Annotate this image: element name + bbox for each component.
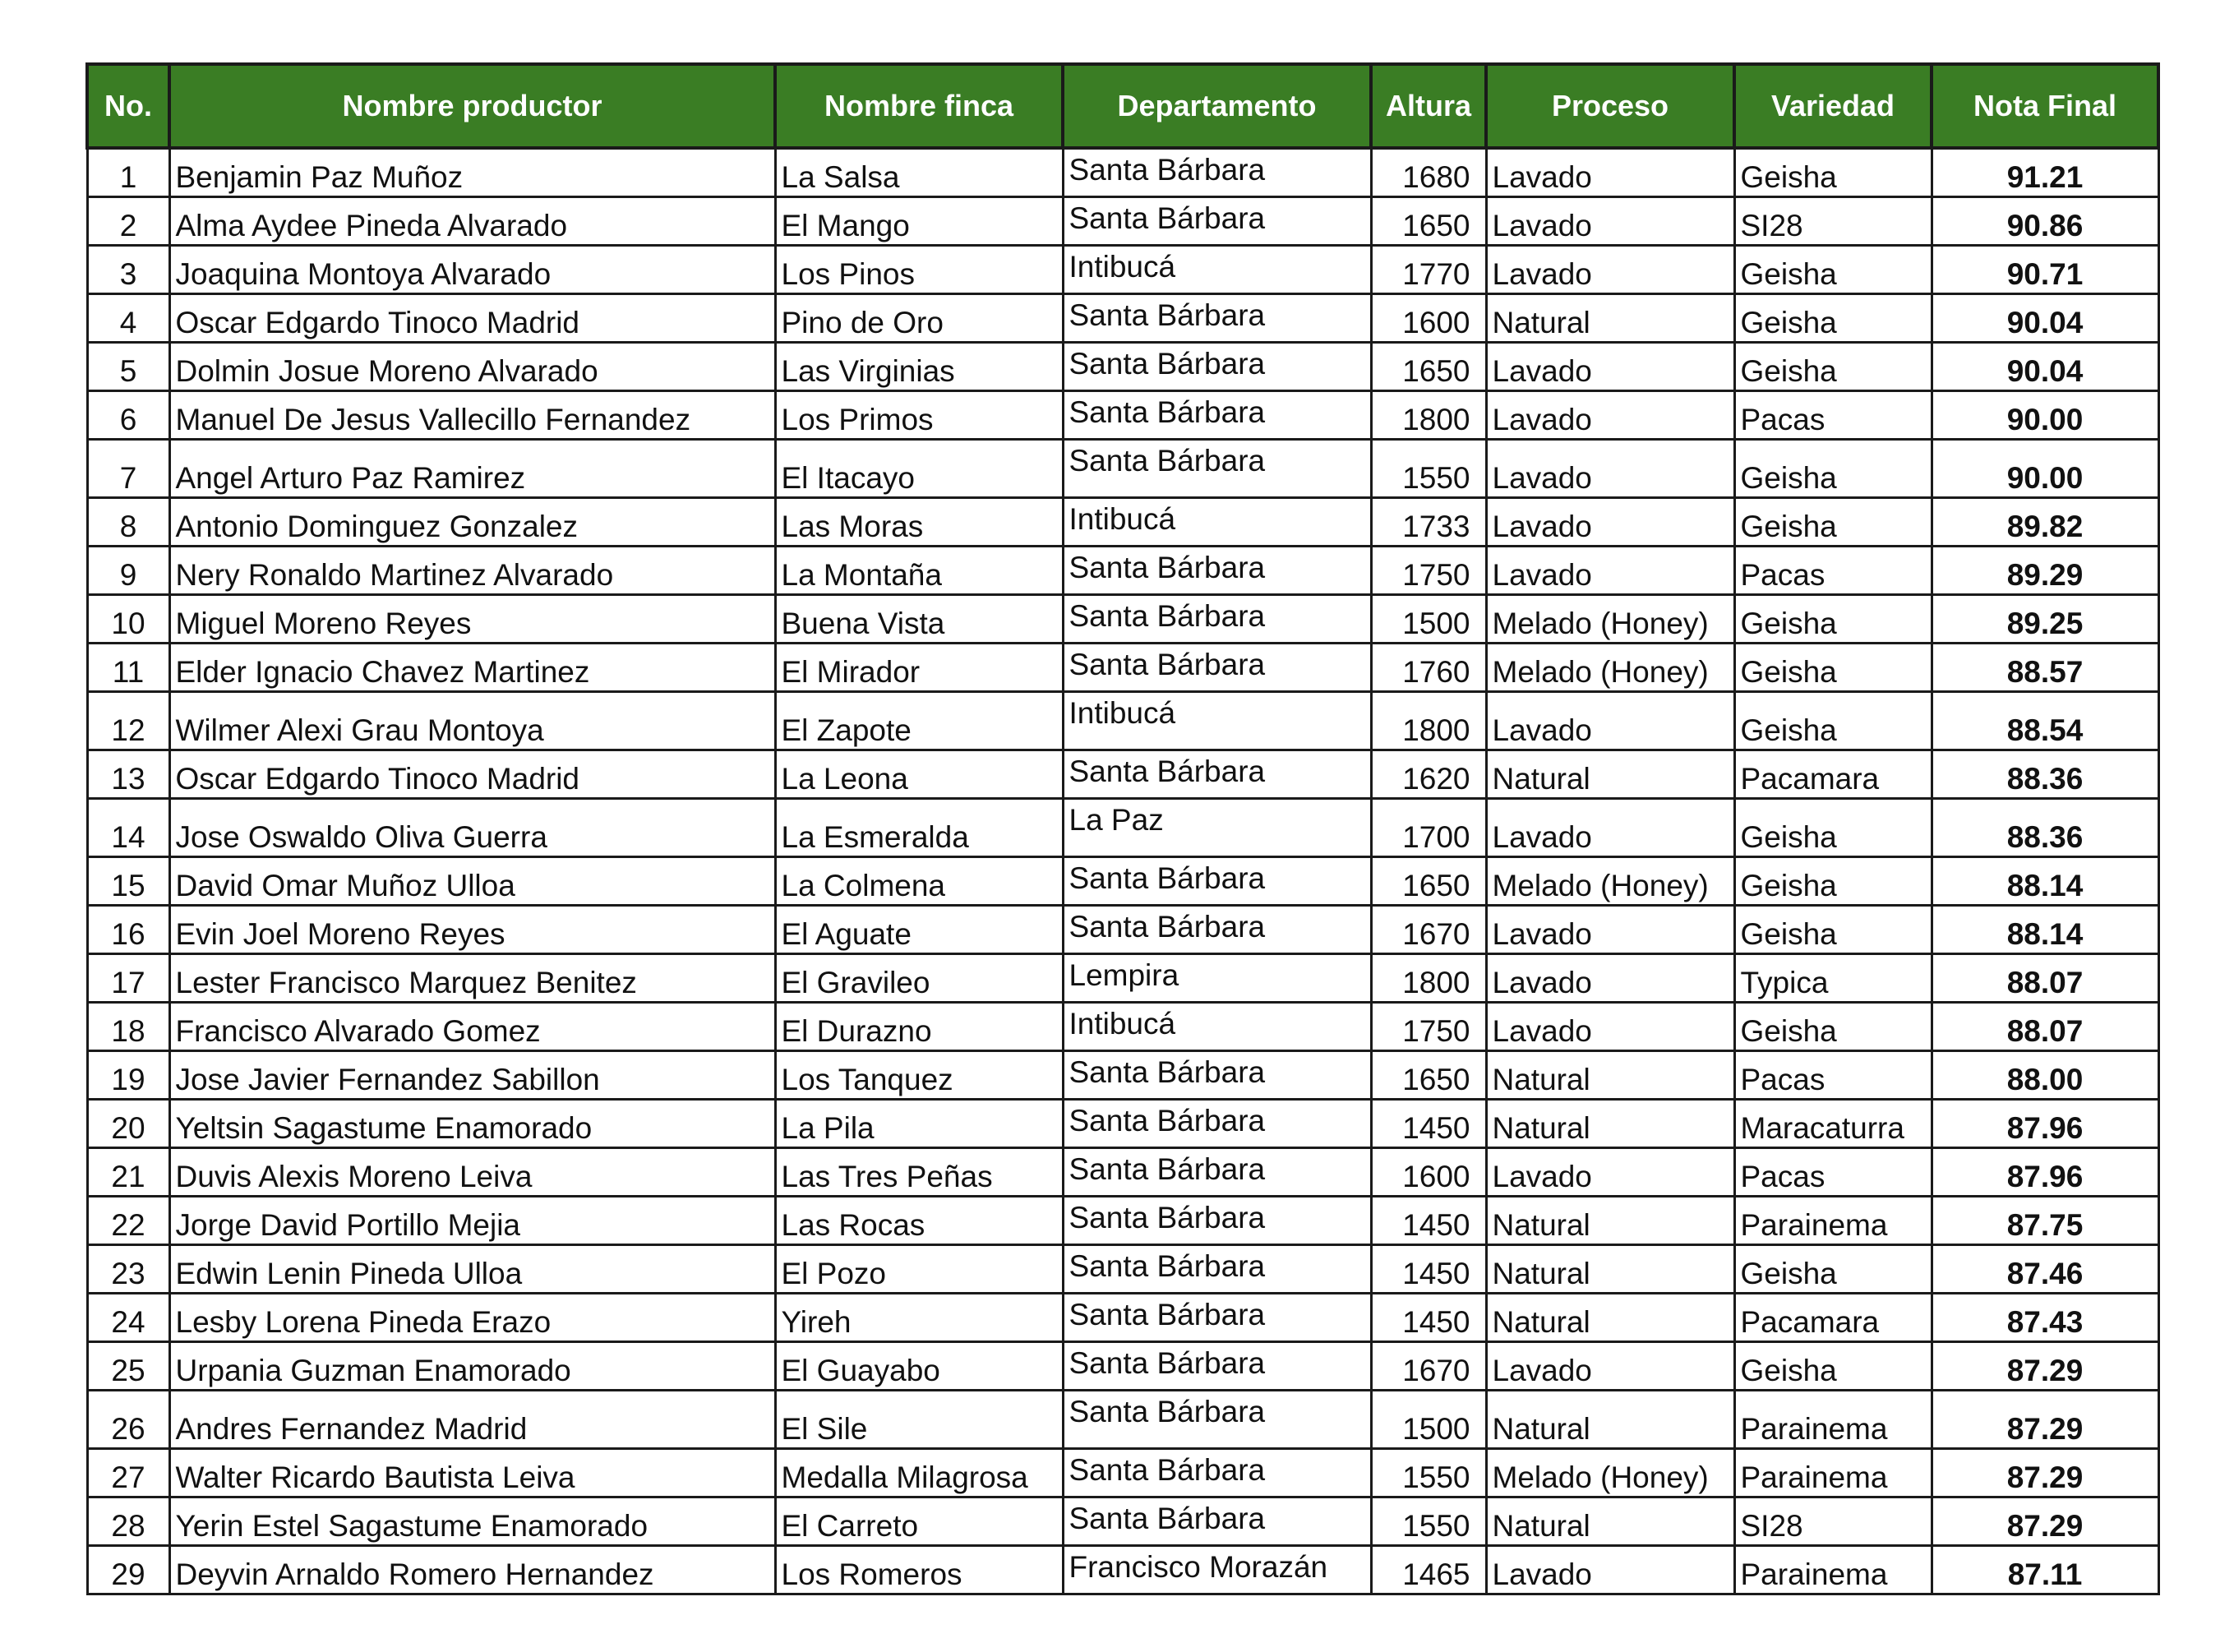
table-row	[87, 692, 2158, 750]
cell-nota-final: 90.04	[1932, 294, 2158, 343]
cell-altura: 1550	[1371, 440, 1486, 498]
cell-variedad: Maracaturra	[1734, 1100, 1932, 1148]
cell-nota-final: 87.43	[1932, 1294, 2158, 1342]
cell-variedad: SI28	[1734, 1497, 1932, 1546]
table-row	[87, 343, 2158, 391]
cell-variedad: Pacas	[1734, 1148, 1932, 1197]
cell-nombre-productor: Oscar Edgardo Tinoco Madrid	[169, 294, 775, 343]
cell-departamento: Santa Bárbara	[1063, 343, 1371, 391]
cell-variedad: Geisha	[1734, 1342, 1932, 1391]
cell-variedad: Pacamara	[1734, 750, 1932, 799]
cell-no: 13	[87, 750, 169, 799]
cell-altura: 1750	[1371, 1003, 1486, 1051]
table-row	[87, 1051, 2158, 1100]
cell-proceso: Natural	[1486, 1245, 1734, 1294]
cell-proceso: Lavado	[1486, 197, 1734, 246]
cell-departamento: Santa Bárbara	[1063, 644, 1371, 692]
cell-variedad: Geisha	[1734, 857, 1932, 906]
cell-no: 14	[87, 799, 169, 857]
cell-nombre-finca: El Mirador	[775, 644, 1063, 692]
cell-variedad: Geisha	[1734, 1245, 1932, 1294]
cell-no: 1	[87, 148, 169, 197]
cell-variedad: Geisha	[1734, 1003, 1932, 1051]
cell-nombre-finca: Pino de Oro	[775, 294, 1063, 343]
table-row	[87, 246, 2158, 294]
cell-nombre-finca: La Montaña	[775, 547, 1063, 595]
cell-no: 4	[87, 294, 169, 343]
cell-nota-final: 88.14	[1932, 857, 2158, 906]
cell-departamento: La Paz	[1063, 799, 1371, 857]
cell-departamento: Santa Bárbara	[1063, 1100, 1371, 1148]
cell-altura: 1550	[1371, 1497, 1486, 1546]
table-row	[87, 498, 2158, 547]
table-row	[87, 1449, 2158, 1497]
cell-variedad: Geisha	[1734, 343, 1932, 391]
cell-no: 3	[87, 246, 169, 294]
cell-variedad: Parainema	[1734, 1546, 1932, 1594]
cell-nombre-finca: Los Primos	[775, 391, 1063, 440]
cell-altura: 1800	[1371, 692, 1486, 750]
cell-altura: 1760	[1371, 644, 1486, 692]
cell-altura: 1700	[1371, 799, 1486, 857]
cell-no: 25	[87, 1342, 169, 1391]
header-nota-final: Nota Final	[1932, 64, 2158, 148]
table-row	[87, 1294, 2158, 1342]
cell-nombre-finca: La Pila	[775, 1100, 1063, 1148]
cell-proceso: Natural	[1486, 1100, 1734, 1148]
results-table-container	[85, 62, 2160, 1595]
cell-nombre-productor: Yerin Estel Sagastume Enamorado	[169, 1497, 775, 1546]
table-row	[87, 799, 2158, 857]
header-nombre-productor: Nombre productor	[169, 64, 775, 148]
header-departamento: Departamento	[1063, 64, 1371, 148]
cell-proceso: Melado (Honey)	[1486, 595, 1734, 644]
cell-altura: 1600	[1371, 1148, 1486, 1197]
cell-departamento: Santa Bárbara	[1063, 1197, 1371, 1245]
cell-departamento: Santa Bárbara	[1063, 1148, 1371, 1197]
table-row	[87, 1245, 2158, 1294]
cell-nota-final: 88.36	[1932, 799, 2158, 857]
cell-nota-final: 87.29	[1932, 1342, 2158, 1391]
cell-nombre-productor: Jorge David Portillo Mejia	[169, 1197, 775, 1245]
cell-variedad: Pacas	[1734, 391, 1932, 440]
table-row	[87, 440, 2158, 498]
cell-altura: 1500	[1371, 1391, 1486, 1449]
cell-nombre-finca: El Guayabo	[775, 1342, 1063, 1391]
table-row	[87, 595, 2158, 644]
cell-nombre-productor: Lesby Lorena Pineda Erazo	[169, 1294, 775, 1342]
cell-altura: 1750	[1371, 547, 1486, 595]
cell-variedad: SI28	[1734, 197, 1932, 246]
table-row	[87, 148, 2158, 197]
cell-no: 28	[87, 1497, 169, 1546]
cell-departamento: Santa Bárbara	[1063, 857, 1371, 906]
cell-no: 24	[87, 1294, 169, 1342]
cell-departamento: Santa Bárbara	[1063, 1497, 1371, 1546]
header-row	[87, 64, 2158, 148]
cell-variedad: Geisha	[1734, 644, 1932, 692]
cell-departamento: Intibucá	[1063, 1003, 1371, 1051]
cell-proceso: Melado (Honey)	[1486, 857, 1734, 906]
cell-departamento: Santa Bárbara	[1063, 197, 1371, 246]
cell-nombre-finca: Los Pinos	[775, 246, 1063, 294]
cell-nombre-productor: Jose Javier Fernandez Sabillon	[169, 1051, 775, 1100]
header-no: No.	[87, 64, 169, 148]
cell-altura: 1650	[1371, 197, 1486, 246]
cell-departamento: Santa Bárbara	[1063, 391, 1371, 440]
cell-variedad: Geisha	[1734, 440, 1932, 498]
cell-nota-final: 88.07	[1932, 954, 2158, 1003]
cell-altura: 1620	[1371, 750, 1486, 799]
cell-departamento: Santa Bárbara	[1063, 750, 1371, 799]
cell-altura: 1650	[1371, 857, 1486, 906]
cell-nombre-productor: Edwin Lenin Pineda Ulloa	[169, 1245, 775, 1294]
cell-nombre-finca: El Zapote	[775, 692, 1063, 750]
cell-departamento: Santa Bárbara	[1063, 1294, 1371, 1342]
cell-proceso: Natural	[1486, 1197, 1734, 1245]
cell-nota-final: 89.29	[1932, 547, 2158, 595]
cell-no: 26	[87, 1391, 169, 1449]
cell-nombre-productor: Dolmin Josue Moreno Alvarado	[169, 343, 775, 391]
cell-nombre-productor: Miguel Moreno Reyes	[169, 595, 775, 644]
cell-nombre-finca: El Itacayo	[775, 440, 1063, 498]
table-row	[87, 1148, 2158, 1197]
cell-nombre-finca: Yireh	[775, 1294, 1063, 1342]
cell-nota-final: 90.04	[1932, 343, 2158, 391]
cell-altura: 1800	[1371, 391, 1486, 440]
cell-nombre-finca: Las Moras	[775, 498, 1063, 547]
table-header	[87, 64, 2158, 148]
table-body	[87, 148, 2158, 1594]
cell-proceso: Natural	[1486, 294, 1734, 343]
cell-nombre-productor: Evin Joel Moreno Reyes	[169, 906, 775, 954]
cell-no: 7	[87, 440, 169, 498]
header-variedad: Variedad	[1734, 64, 1932, 148]
cell-variedad: Geisha	[1734, 498, 1932, 547]
cell-nombre-productor: Lester Francisco Marquez Benitez	[169, 954, 775, 1003]
cell-no: 10	[87, 595, 169, 644]
cell-no: 16	[87, 906, 169, 954]
table-row	[87, 1497, 2158, 1546]
cell-departamento: Santa Bárbara	[1063, 1391, 1371, 1449]
cell-nota-final: 90.00	[1932, 440, 2158, 498]
cell-no: 23	[87, 1245, 169, 1294]
cell-proceso: Natural	[1486, 750, 1734, 799]
cell-nombre-finca: La Colmena	[775, 857, 1063, 906]
cell-altura: 1680	[1371, 148, 1486, 197]
cell-nombre-finca: Los Tanquez	[775, 1051, 1063, 1100]
cell-nombre-productor: Yeltsin Sagastume Enamorado	[169, 1100, 775, 1148]
cell-no: 18	[87, 1003, 169, 1051]
cell-departamento: Santa Bárbara	[1063, 440, 1371, 498]
cell-nota-final: 87.96	[1932, 1148, 2158, 1197]
cell-nombre-finca: La Salsa	[775, 148, 1063, 197]
cell-proceso: Lavado	[1486, 954, 1734, 1003]
cell-no: 9	[87, 547, 169, 595]
cell-proceso: Lavado	[1486, 498, 1734, 547]
cell-altura: 1450	[1371, 1197, 1486, 1245]
cell-proceso: Lavado	[1486, 547, 1734, 595]
cell-nota-final: 89.82	[1932, 498, 2158, 547]
cell-departamento: Lempira	[1063, 954, 1371, 1003]
cell-altura: 1500	[1371, 595, 1486, 644]
cell-nota-final: 87.29	[1932, 1497, 2158, 1546]
cell-nota-final: 88.14	[1932, 906, 2158, 954]
cell-nombre-productor: Wilmer Alexi Grau Montoya	[169, 692, 775, 750]
cell-nombre-productor: Walter Ricardo Bautista Leiva	[169, 1449, 775, 1497]
table-row	[87, 1003, 2158, 1051]
table-row	[87, 644, 2158, 692]
results-table	[85, 62, 2160, 1595]
cell-departamento: Santa Bárbara	[1063, 906, 1371, 954]
cell-nombre-productor: Oscar Edgardo Tinoco Madrid	[169, 750, 775, 799]
cell-proceso: Melado (Honey)	[1486, 644, 1734, 692]
table-row	[87, 391, 2158, 440]
cell-variedad: Geisha	[1734, 294, 1932, 343]
cell-nota-final: 88.57	[1932, 644, 2158, 692]
cell-no: 6	[87, 391, 169, 440]
cell-proceso: Lavado	[1486, 1003, 1734, 1051]
table-row	[87, 954, 2158, 1003]
cell-nombre-finca: La Esmeralda	[775, 799, 1063, 857]
cell-no: 27	[87, 1449, 169, 1497]
cell-altura: 1600	[1371, 294, 1486, 343]
cell-altura: 1450	[1371, 1100, 1486, 1148]
cell-variedad: Parainema	[1734, 1197, 1932, 1245]
cell-proceso: Lavado	[1486, 391, 1734, 440]
cell-nombre-productor: Duvis Alexis Moreno Leiva	[169, 1148, 775, 1197]
cell-variedad: Geisha	[1734, 246, 1932, 294]
header-altura: Altura	[1371, 64, 1486, 148]
cell-departamento: Santa Bárbara	[1063, 1449, 1371, 1497]
cell-departamento: Santa Bárbara	[1063, 547, 1371, 595]
cell-nombre-productor: Andres Fernandez Madrid	[169, 1391, 775, 1449]
cell-variedad: Parainema	[1734, 1449, 1932, 1497]
cell-nombre-finca: Buena Vista	[775, 595, 1063, 644]
cell-no: 29	[87, 1546, 169, 1594]
cell-no: 12	[87, 692, 169, 750]
cell-departamento: Santa Bárbara	[1063, 1245, 1371, 1294]
cell-proceso: Lavado	[1486, 906, 1734, 954]
cell-nombre-finca: El Aguate	[775, 906, 1063, 954]
cell-proceso: Lavado	[1486, 799, 1734, 857]
cell-proceso: Natural	[1486, 1294, 1734, 1342]
cell-nombre-finca: La Leona	[775, 750, 1063, 799]
cell-no: 21	[87, 1148, 169, 1197]
cell-nota-final: 91.21	[1932, 148, 2158, 197]
cell-altura: 1670	[1371, 1342, 1486, 1391]
cell-nombre-productor: David Omar Muñoz Ulloa	[169, 857, 775, 906]
table-row	[87, 1391, 2158, 1449]
cell-nombre-finca: El Mango	[775, 197, 1063, 246]
cell-proceso: Lavado	[1486, 440, 1734, 498]
cell-nota-final: 87.29	[1932, 1449, 2158, 1497]
table-row	[87, 906, 2158, 954]
cell-variedad: Parainema	[1734, 1391, 1932, 1449]
cell-nombre-finca: El Carreto	[775, 1497, 1063, 1546]
cell-no: 22	[87, 1197, 169, 1245]
cell-nombre-productor: Jose Oswaldo Oliva Guerra	[169, 799, 775, 857]
cell-nombre-finca: Las Rocas	[775, 1197, 1063, 1245]
cell-nota-final: 90.71	[1932, 246, 2158, 294]
cell-no: 5	[87, 343, 169, 391]
cell-variedad: Geisha	[1734, 148, 1932, 197]
header-nombre-finca: Nombre finca	[775, 64, 1063, 148]
cell-nombre-finca: El Sile	[775, 1391, 1063, 1449]
table-row	[87, 197, 2158, 246]
cell-nota-final: 89.25	[1932, 595, 2158, 644]
cell-variedad: Typica	[1734, 954, 1932, 1003]
cell-nota-final: 90.86	[1932, 197, 2158, 246]
cell-proceso: Lavado	[1486, 1342, 1734, 1391]
cell-no: 15	[87, 857, 169, 906]
cell-departamento: Santa Bárbara	[1063, 595, 1371, 644]
cell-departamento: Santa Bárbara	[1063, 1051, 1371, 1100]
cell-proceso: Lavado	[1486, 343, 1734, 391]
table-row	[87, 750, 2158, 799]
cell-nota-final: 87.29	[1932, 1391, 2158, 1449]
cell-no: 20	[87, 1100, 169, 1148]
cell-nota-final: 88.36	[1932, 750, 2158, 799]
cell-nombre-finca: Las Tres Peñas	[775, 1148, 1063, 1197]
cell-variedad: Geisha	[1734, 799, 1932, 857]
cell-nombre-productor: Manuel De Jesus Vallecillo Fernandez	[169, 391, 775, 440]
table-row	[87, 547, 2158, 595]
table-row	[87, 294, 2158, 343]
cell-proceso: Lavado	[1486, 692, 1734, 750]
table-row	[87, 1546, 2158, 1594]
cell-nota-final: 87.46	[1932, 1245, 2158, 1294]
cell-nombre-productor: Antonio Dominguez Gonzalez	[169, 498, 775, 547]
cell-proceso: Lavado	[1486, 246, 1734, 294]
cell-departamento: Santa Bárbara	[1063, 294, 1371, 343]
cell-proceso: Natural	[1486, 1051, 1734, 1100]
cell-departamento: Intibucá	[1063, 692, 1371, 750]
cell-nota-final: 87.75	[1932, 1197, 2158, 1245]
cell-nombre-productor: Elder Ignacio Chavez Martinez	[169, 644, 775, 692]
cell-proceso: Lavado	[1486, 1546, 1734, 1594]
cell-nota-final: 87.96	[1932, 1100, 2158, 1148]
cell-altura: 1670	[1371, 906, 1486, 954]
cell-departamento: Intibucá	[1063, 498, 1371, 547]
cell-nombre-productor: Angel Arturo Paz Ramirez	[169, 440, 775, 498]
cell-nota-final: 87.11	[1932, 1546, 2158, 1594]
cell-nombre-finca: Medalla Milagrosa	[775, 1449, 1063, 1497]
cell-departamento: Santa Bárbara	[1063, 148, 1371, 197]
cell-altura: 1770	[1371, 246, 1486, 294]
cell-no: 19	[87, 1051, 169, 1100]
cell-proceso: Natural	[1486, 1497, 1734, 1546]
cell-nombre-finca: El Pozo	[775, 1245, 1063, 1294]
cell-altura: 1800	[1371, 954, 1486, 1003]
cell-no: 17	[87, 954, 169, 1003]
cell-nombre-finca: Los Romeros	[775, 1546, 1063, 1594]
cell-nombre-productor: Urpania Guzman Enamorado	[169, 1342, 775, 1391]
cell-nombre-productor: Deyvin Arnaldo Romero Hernandez	[169, 1546, 775, 1594]
cell-altura: 1465	[1371, 1546, 1486, 1594]
cell-no: 11	[87, 644, 169, 692]
cell-nombre-finca: Las Virginias	[775, 343, 1063, 391]
cell-nombre-productor: Francisco Alvarado Gomez	[169, 1003, 775, 1051]
cell-altura: 1450	[1371, 1245, 1486, 1294]
cell-nombre-finca: El Gravileo	[775, 954, 1063, 1003]
cell-altura: 1733	[1371, 498, 1486, 547]
table-row	[87, 857, 2158, 906]
cell-no: 2	[87, 197, 169, 246]
header-proceso: Proceso	[1486, 64, 1734, 148]
cell-altura: 1550	[1371, 1449, 1486, 1497]
table-row	[87, 1197, 2158, 1245]
cell-no: 8	[87, 498, 169, 547]
cell-nombre-finca: El Durazno	[775, 1003, 1063, 1051]
cell-altura: 1650	[1371, 343, 1486, 391]
cell-proceso: Lavado	[1486, 1148, 1734, 1197]
cell-proceso: Melado (Honey)	[1486, 1449, 1734, 1497]
cell-departamento: Intibucá	[1063, 246, 1371, 294]
cell-altura: 1650	[1371, 1051, 1486, 1100]
cell-proceso: Natural	[1486, 1391, 1734, 1449]
cell-nota-final: 88.07	[1932, 1003, 2158, 1051]
cell-departamento: Francisco Morazán	[1063, 1546, 1371, 1594]
cell-nombre-productor: Alma Aydee Pineda Alvarado	[169, 197, 775, 246]
cell-variedad: Pacas	[1734, 1051, 1932, 1100]
table-row	[87, 1100, 2158, 1148]
cell-variedad: Geisha	[1734, 595, 1932, 644]
cell-nota-final: 90.00	[1932, 391, 2158, 440]
cell-nombre-productor: Benjamin Paz Muñoz	[169, 148, 775, 197]
cell-altura: 1450	[1371, 1294, 1486, 1342]
cell-variedad: Geisha	[1734, 692, 1932, 750]
cell-nota-final: 88.54	[1932, 692, 2158, 750]
table-row	[87, 1342, 2158, 1391]
cell-nombre-productor: Nery Ronaldo Martinez Alvarado	[169, 547, 775, 595]
cell-nota-final: 88.00	[1932, 1051, 2158, 1100]
cell-variedad: Pacamara	[1734, 1294, 1932, 1342]
cell-proceso: Lavado	[1486, 148, 1734, 197]
cell-variedad: Geisha	[1734, 906, 1932, 954]
cell-variedad: Pacas	[1734, 547, 1932, 595]
cell-nombre-productor: Joaquina Montoya Alvarado	[169, 246, 775, 294]
cell-departamento: Santa Bárbara	[1063, 1342, 1371, 1391]
